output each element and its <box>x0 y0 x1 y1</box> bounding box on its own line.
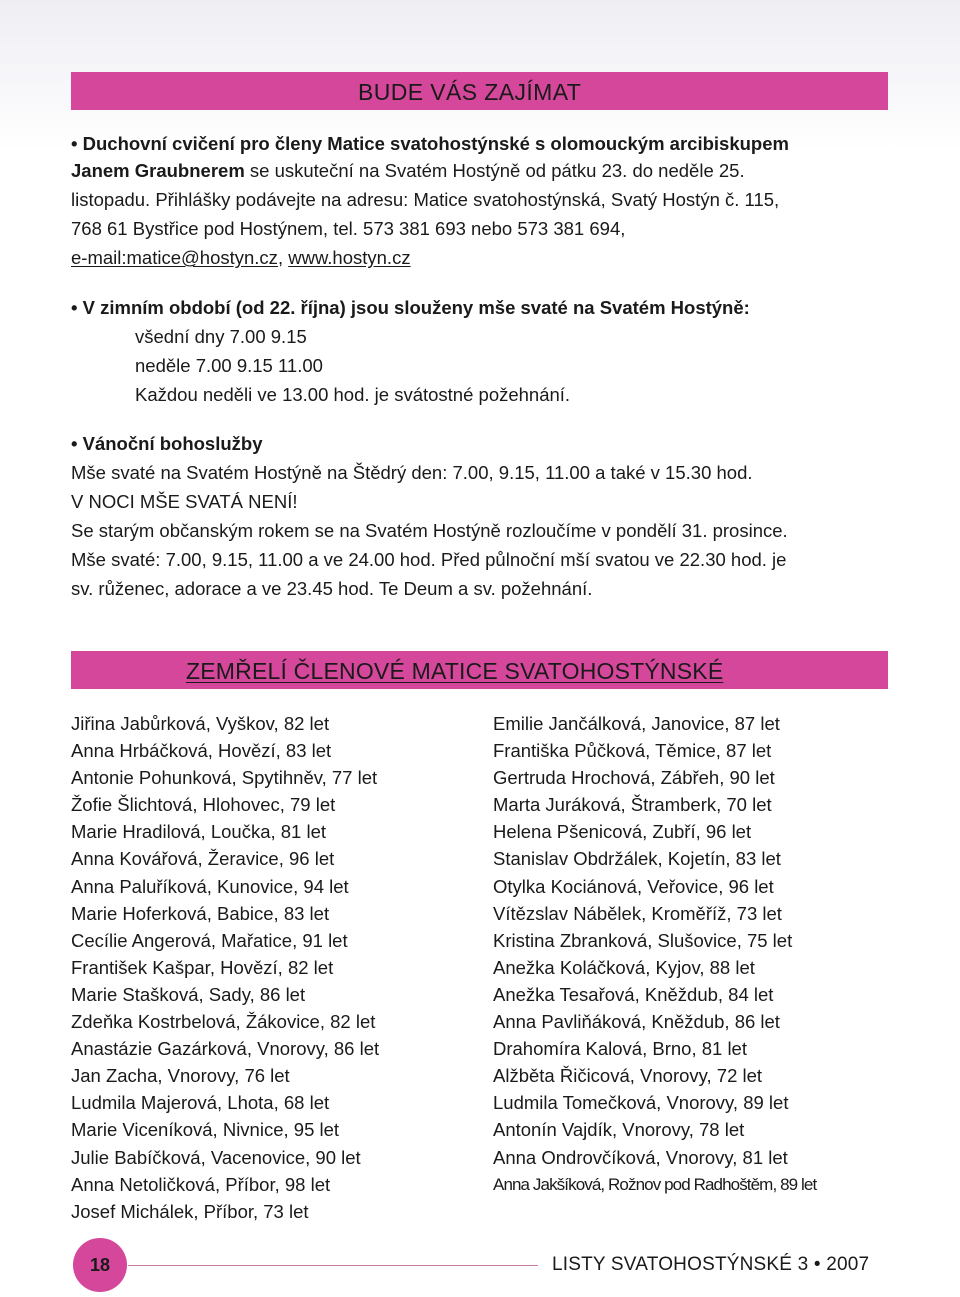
item2-heading: V zimním období (od 22. října) jsou slouženy mše svaté na Svatém Hostýně: <box>82 297 750 318</box>
item3-line3: Se starým občanským rokem se na Svatém Hostýně rozloučíme v pondělí 31. prosince. <box>71 520 788 541</box>
list-item: Alžběta Řičicová, Vnorovy, 72 let <box>493 1065 763 1087</box>
item1-bold-lead: Duchovní cvičení pro členy Matice svatohostýnské s olomouckým arcibiskupem <box>82 133 789 154</box>
item3-line4: Mše svaté: 7.00, 9.15, 11.00 a ve 24.00 hod. Před půlnoční mší svatou ve 22.30 hod. je <box>71 549 787 570</box>
list-item: Otylka Kociánová, Veřovice, 96 let <box>493 875 774 897</box>
list-item: Jan Zacha, Vnorovy, 76 let <box>71 1065 290 1087</box>
page-number-badge <box>73 1238 127 1292</box>
list-item: Anna Ondrovčíková, Vnorovy, 81 let <box>493 1146 788 1168</box>
list-item: Anastázie Gazárková, Vnorovy, 86 let <box>71 1038 380 1060</box>
item3-line1: Mše svaté na Svatém Hostýně na Štědrý den: 7.00, 9.15, 11.00 a také v 15.30 hod. <box>71 462 753 483</box>
list-item: Cecílie Angerová, Mařatice, 91 let <box>71 929 348 951</box>
item2-heading-line <box>71 297 750 319</box>
list-item: Marie Hradilová, Loučka, 81 let <box>71 821 327 843</box>
list-item: Jiřina Jabůrková, Vyškov, 82 let <box>71 713 330 734</box>
list-item: Anežka Tesařová, Kněždub, 84 let <box>493 983 774 1005</box>
list-item: Anna Kovářová, Žeravice, 96 let <box>71 848 335 870</box>
list-item: Vítězslav Nábělek, Kroměříž, 73 let <box>493 902 782 924</box>
bullet: • <box>71 433 78 454</box>
link-separator: , <box>277 247 289 268</box>
list-item: Žofie Šlichtová, Hlohovec, 79 let <box>71 794 336 816</box>
list-item: Anežka Koláčková, Kyjov, 88 let <box>493 956 755 978</box>
list-item: Kristina Zbranková, Slušovice, 75 let <box>493 929 793 951</box>
web-link[interactable]: www.hostyn.cz <box>288 247 411 268</box>
deceased-list-right <box>493 710 816 1198</box>
bullet: • <box>71 297 78 318</box>
item1-line2-rest: se uskuteční na Svatém Hostýně od pátku 23. do neděle 25. <box>244 160 745 181</box>
item1-line4: 768 61 Bystřice pod Hostýnem, tel. 573 381 693 nebo 573 381 694, <box>71 218 626 239</box>
list-item: Antonie Pohunková, Spytihněv, 77 let <box>71 767 378 789</box>
section-banner-bude-vas-zajimat <box>71 72 888 110</box>
list-item: Marie Hoferková, Babice, 83 let <box>71 902 330 924</box>
footer-divider <box>128 1265 538 1266</box>
item3-line5: sv. růženec, adorace a ve 23.45 hod. Te Deum a sv. požehnání. <box>71 578 593 599</box>
list-item: Anna Hrbáčková, Hovězí, 83 let <box>71 740 332 762</box>
list-item: Marie Viceníková, Nivnice, 95 let <box>71 1119 340 1141</box>
item1-line3: listopadu. Přihlášky podávejte na adresu: Matice svatohostýnská, Svatý Hostýn č. 115, <box>71 189 780 210</box>
list-item: Anna Pavliňáková, Kněždub, 86 let <box>493 1011 780 1033</box>
item3-heading: Vánoční bohoslužby <box>82 433 263 454</box>
list-item: Anna Jakšíková, Rožnov pod Radhoštěm, 89 let <box>493 1174 817 1194</box>
list-item: Marta Juráková, Štramberk, 70 let <box>493 794 772 816</box>
section-title: ZEMŘELÍ ČLENOVÉ MATICE SVATOHOSTÝNSKÉ <box>186 658 724 684</box>
item1-line1 <box>71 133 789 155</box>
list-item: Emilie Jančálková, Janovice, 87 let <box>493 713 780 734</box>
item1-line5 <box>71 247 411 269</box>
publication-title: LISTY SVATOHOSTÝNSKÉ 3 • 2007 <box>552 1254 870 1275</box>
item2-line2: neděle 7.00 9.15 11.00 <box>135 355 323 376</box>
list-item: Josef Michálek, Příbor, 73 let <box>71 1200 309 1222</box>
list-item: Marie Stašková, Sady, 86 let <box>71 983 306 1005</box>
list-item: Ludmila Tomečková, Vnorovy, 89 let <box>493 1092 789 1114</box>
email-link[interactable]: e-mail:matice@hostyn.cz <box>71 247 278 268</box>
item1-line2 <box>71 160 745 182</box>
deceased-list-left <box>71 710 379 1225</box>
section-title: BUDE VÁS ZAJÍMAT <box>358 79 582 105</box>
bullet: • <box>71 133 78 154</box>
item2-line1: všední dny 7.00 9.15 <box>135 326 307 347</box>
list-item: Zdeňka Kostrbelová, Žákovice, 82 let <box>71 1011 376 1033</box>
item2-line3: Každou neděli ve 13.00 hod. je svátostné požehnání. <box>135 384 571 405</box>
item3-line2: V NOCI MŠE SVATÁ NENÍ! <box>71 491 298 512</box>
section-banner-zemreli-clenove <box>71 651 888 689</box>
item1-bold-name: Janem Graubnerem <box>71 160 245 181</box>
list-item: Stanislav Obdržálek, Kojetín, 83 let <box>493 848 781 870</box>
list-item: Gertruda Hrochová, Zábřeh, 90 let <box>493 767 775 789</box>
list-item: Františka Půčková, Těmice, 87 let <box>493 740 772 762</box>
list-item: Antonín Vajdík, Vnorovy, 78 let <box>493 1119 745 1141</box>
list-item: Drahomíra Kalová, Brno, 81 let <box>493 1038 747 1060</box>
list-item: Julie Babíčková, Vacenovice, 90 let <box>71 1146 361 1168</box>
list-item: Anna Netoličková, Příbor, 98 let <box>71 1173 331 1195</box>
list-item: Ludmila Majerová, Lhota, 68 let <box>71 1092 330 1114</box>
page-number: 18 <box>89 1254 111 1275</box>
list-item: Helena Pšenicová, Zubří, 96 let <box>493 821 752 843</box>
list-item: František Kašpar, Hovězí, 82 let <box>71 956 334 978</box>
item3-heading-line <box>71 433 263 455</box>
list-item: Anna Paluříková, Kunovice, 94 let <box>71 875 349 897</box>
